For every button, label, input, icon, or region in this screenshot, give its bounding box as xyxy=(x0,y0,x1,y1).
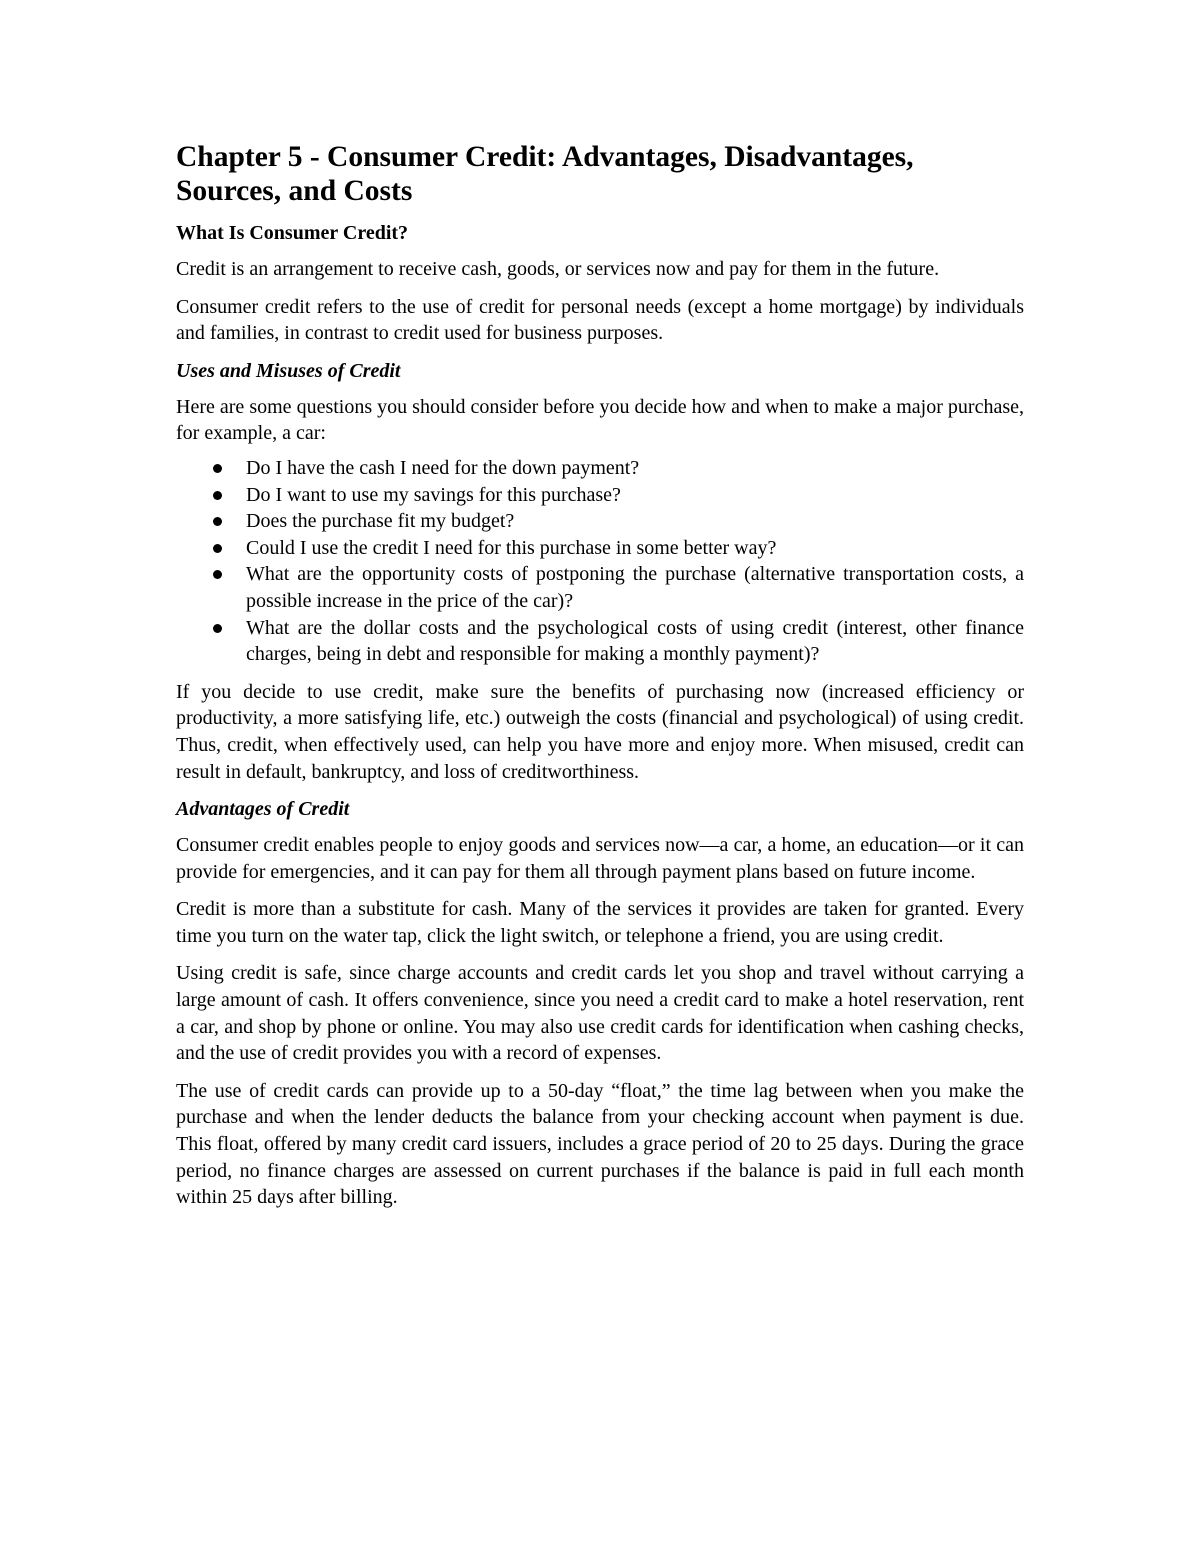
list-item xyxy=(176,482,1024,509)
chapter-title: Chapter 5 - Consumer Credit: Advantages, Disadvantages, Sources, and Costs xyxy=(176,141,914,207)
bullet-icon xyxy=(213,624,222,633)
list-item xyxy=(176,455,1024,482)
bullet-icon xyxy=(213,570,222,579)
subheading-advantages-of-credit: Advantages of Credit xyxy=(176,798,350,821)
paragraph: Here are some questions you should consider before you decide how and when to make a major purchase, for example, a car: xyxy=(176,395,1024,445)
subheading-uses-and-misuses: Uses and Misuses of Credit xyxy=(176,359,401,382)
list-item xyxy=(176,615,1024,668)
list-item xyxy=(176,535,1024,562)
list-item xyxy=(176,508,1024,535)
list-item-text: What are the opportunity costs of postponing the purchase (alternative transportation costs, a possible increase in the price of the car)? xyxy=(246,563,1024,612)
list-item xyxy=(176,561,1024,614)
paragraph: Consumer credit refers to the use of credit for personal needs (except a home mortgage) by individuals and families, in contrast to credit used for business purposes. xyxy=(176,295,1024,345)
paragraph: Credit is an arrangement to receive cash, goods, or services now and pay for them in the future. xyxy=(176,258,940,280)
paragraph: If you decide to use credit, make sure the benefits of purchasing now (increased efficiency or productivity, a more satisfying life, etc.) outweigh the costs (financial and psychological) of using credit. Thus, credit, when effectively used, can help you have more and enjoy more. When misused, credit can result in default, bankruptcy, and loss of creditworthiness. xyxy=(176,680,1024,783)
bullet-icon xyxy=(213,544,222,553)
paragraph: The use of credit cards can provide up to a 50-day “float,” the time lag between when you make the purchase and when the lender deducts the balance from your checking account when payment is due. This float, offered by many credit card issuers, includes a grace period of 20 to 25 days. During the grace period, no finance charges are assessed on current purchases if the balance is paid in full each month within 25 days after billing. xyxy=(176,1079,1024,1209)
section-heading-what-is-consumer-credit: What Is Consumer Credit? xyxy=(176,222,409,244)
list-item-text: What are the dollar costs and the psychological costs of using credit (interest, other finance charges, being in debt and responsible for making a monthly payment)? xyxy=(246,616,1024,666)
paragraph: Consumer credit enables people to enjoy goods and services now—a car, a home, an education—or it can provide for emergencies, and it can pay for them all through payment plans based on future income. xyxy=(176,834,1024,883)
list-item-text: Do I have the cash I need for the down payment? xyxy=(246,456,640,479)
list-item-text: Does the purchase fit my budget? xyxy=(246,510,515,533)
list-item-text: Could I use the credit I need for this purchase in some better way? xyxy=(246,536,777,559)
bullet-icon xyxy=(213,491,222,500)
bullet-icon xyxy=(213,517,222,526)
bullet-icon xyxy=(213,464,222,473)
document-page xyxy=(176,140,1024,1222)
paragraph: Credit is more than a substitute for cash. Many of the services it provides are taken for granted. Every time you turn on the water tap, click the light switch, or telephone a friend, you are using credit. xyxy=(176,898,1024,947)
list-item-text: Do I want to use my savings for this purchase? xyxy=(246,483,621,506)
paragraph: Using credit is safe, since charge accounts and credit cards let you shop and travel without carrying a large amount of cash. It offers convenience, since you need a credit card to make a hotel reservation, rent a car, and shop by phone or online. You may also use credit cards for identification when cashing checks, and the use of credit provides you with a record of expenses. xyxy=(176,962,1024,1065)
question-list xyxy=(176,455,1024,668)
